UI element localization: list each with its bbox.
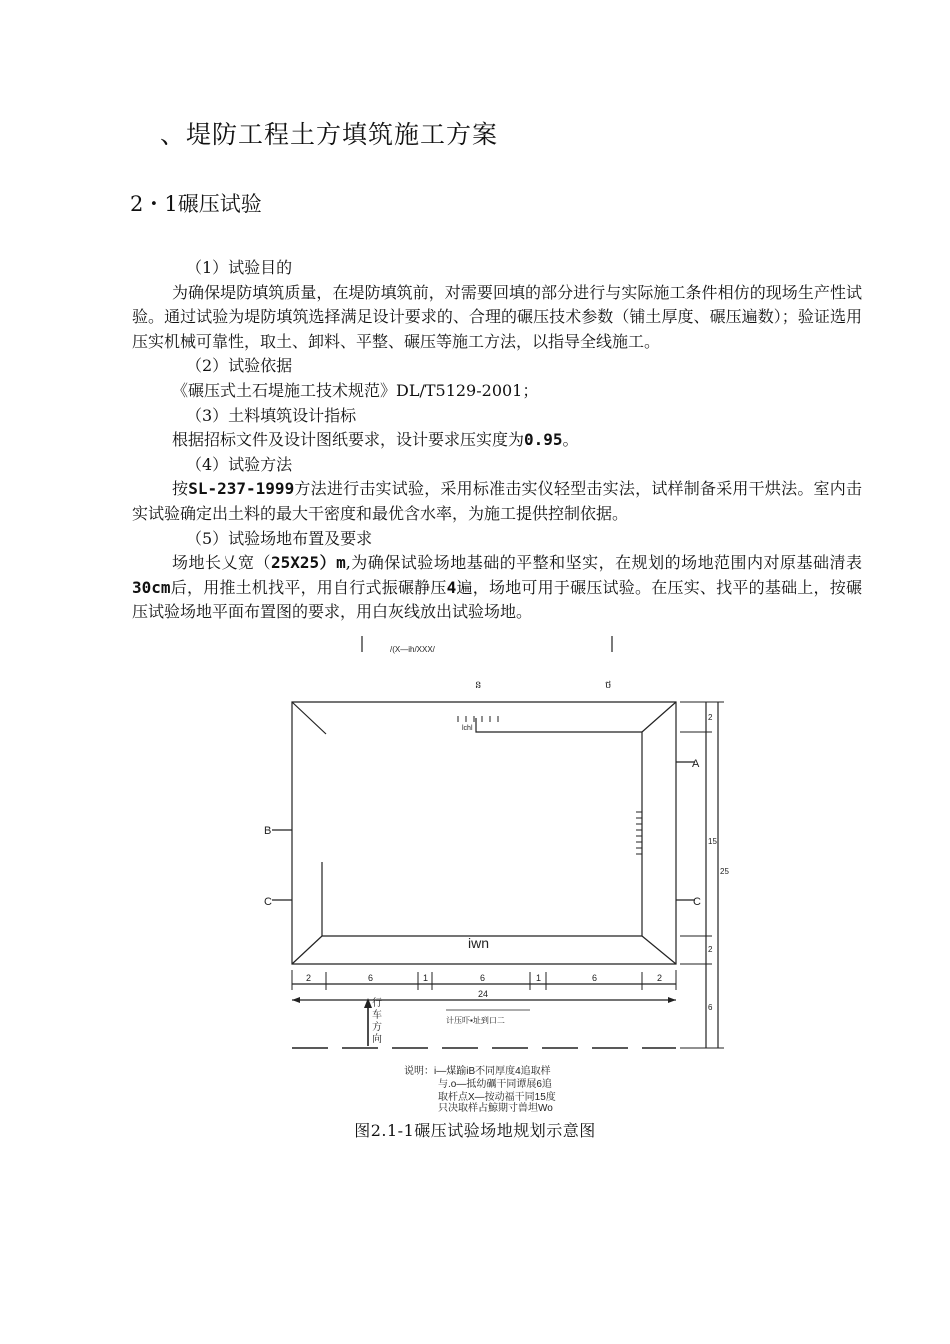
paragraph-method <box>132 477 862 526</box>
right-dim-label: 2 <box>708 945 713 954</box>
inner-label: lchl <box>462 725 473 732</box>
direction-char: 行 <box>372 998 382 1009</box>
total-dim-label: 24 <box>478 989 489 999</box>
text: 后，用推土机找平，用自行式振碾静压 <box>170 577 447 597</box>
text: 方法进行击实试验，采用标准击实仪轻型击实法，试样制备采用干烘法。室内击实试验确定出土料的最大干密度和最优含水率，为施工提供控制依据。 <box>132 479 862 523</box>
row-label: C <box>693 896 701 908</box>
standard-code: SL-237-1999 <box>188 479 295 499</box>
site-dimension: 25X25）m <box>270 553 346 573</box>
direction-char: 车 <box>372 1010 382 1021</box>
dim-label: 6 <box>592 973 598 983</box>
pass-count: 4 <box>446 577 457 597</box>
top-mark: ន <box>475 680 482 691</box>
inner-frame <box>322 732 642 936</box>
heading-method: （4）试验方法 <box>186 454 293 474</box>
page-title: 、堤防工程土方填筑施工方案 <box>160 120 499 149</box>
right-dim-label: 6 <box>708 1003 713 1012</box>
document-body <box>132 256 862 625</box>
row-label: B <box>264 825 272 837</box>
legend-line: 取杆点X—按动福干同15度 <box>438 1092 556 1103</box>
clear-depth: 30cm <box>132 577 171 597</box>
dim-label: 1 <box>536 973 542 983</box>
corner-line <box>642 702 676 732</box>
dim-label: 2 <box>306 973 312 983</box>
outer-frame <box>292 702 676 964</box>
corner-line <box>292 702 326 734</box>
corner-line <box>292 936 322 964</box>
dim-label: 6 <box>480 973 486 983</box>
paragraph-purpose: 为确保堤防填筑质量，在堤防填筑前，对需要回填的部分进行与实际施工条件相仿的现场生产性试验。通过试验为堤防填筑选择满足设计要求的、合理的碾压技术参数（铺土厚度、碾压遍数）；验证选用压实机械可靠性，取土、卸料、平整、碾压等施工方法，以指导全线施工。 <box>132 282 862 351</box>
hatch-marks <box>458 716 498 722</box>
text: 遍，场地可用于碾压试验。在压实、找平的基础上，按碾压试验场地平面布置图的要求，用白灰线放出试验场地。 <box>132 577 862 622</box>
dim-label: 6 <box>368 973 374 983</box>
text: ,为确保试验场地基础的平整和坚实，在规划的场地范围内对原基础清表 <box>345 553 862 573</box>
dim-label: 1 <box>423 973 429 983</box>
paragraph-index <box>132 428 862 453</box>
right-dim-label: 25 <box>720 867 729 876</box>
row-label: A <box>692 758 700 770</box>
paragraph-basis: 《碾压式土石堤施工技术规范》DL/T5129-2001； <box>172 380 539 400</box>
site-layout-figure <box>0 632 950 1112</box>
top-note: /(X—ih/XXX/ <box>390 645 435 654</box>
right-dim-label: 15 <box>708 837 717 846</box>
corner-line <box>642 936 676 964</box>
heading-purpose: （1）试验目的 <box>186 258 293 277</box>
paragraph-site <box>132 551 862 625</box>
text: 根据招标文件及设计图纸要求，设计要求压实度为 <box>172 430 525 450</box>
text: 按 <box>172 479 189 499</box>
outer-frame <box>292 702 456 732</box>
legend-line: 与.o—抵幼礪干同谭展6追 <box>438 1079 552 1090</box>
direction-char: 方 <box>372 1022 382 1033</box>
row-label: C <box>264 896 272 908</box>
direction-char: 向 <box>372 1034 382 1045</box>
heading-index: （3）土料填筑设计指标 <box>186 405 357 425</box>
legend-line: 只决取样占鯨期寸兽坦Wo <box>438 1103 553 1112</box>
inner-frame <box>476 718 642 732</box>
figure-caption: 图2.1-1碾压试验场地规划示意图 <box>354 1121 596 1140</box>
ruler-marks <box>636 812 642 854</box>
top-mark: ថ <box>605 680 612 691</box>
dim-label: 2 <box>657 973 663 983</box>
text: 场地长乂宽（ <box>172 553 271 573</box>
right-dim-label: 2 <box>708 713 713 722</box>
bottom-label: iwn <box>468 935 490 951</box>
site-layout-drawing <box>0 632 950 1112</box>
compaction-value: 0.95 <box>524 430 563 450</box>
heading-site: （5）试验场地布置及要求 <box>186 528 373 548</box>
text: 。 <box>562 430 579 450</box>
section-title: 2・1碾压试验 <box>130 192 262 216</box>
road-label: 计压吓▪址到口二 <box>446 1016 505 1025</box>
heading-basis: （2）试验依据 <box>186 356 293 376</box>
legend-line: 说明：i—煤踰iB不同厚度4追取样 <box>404 1066 551 1077</box>
